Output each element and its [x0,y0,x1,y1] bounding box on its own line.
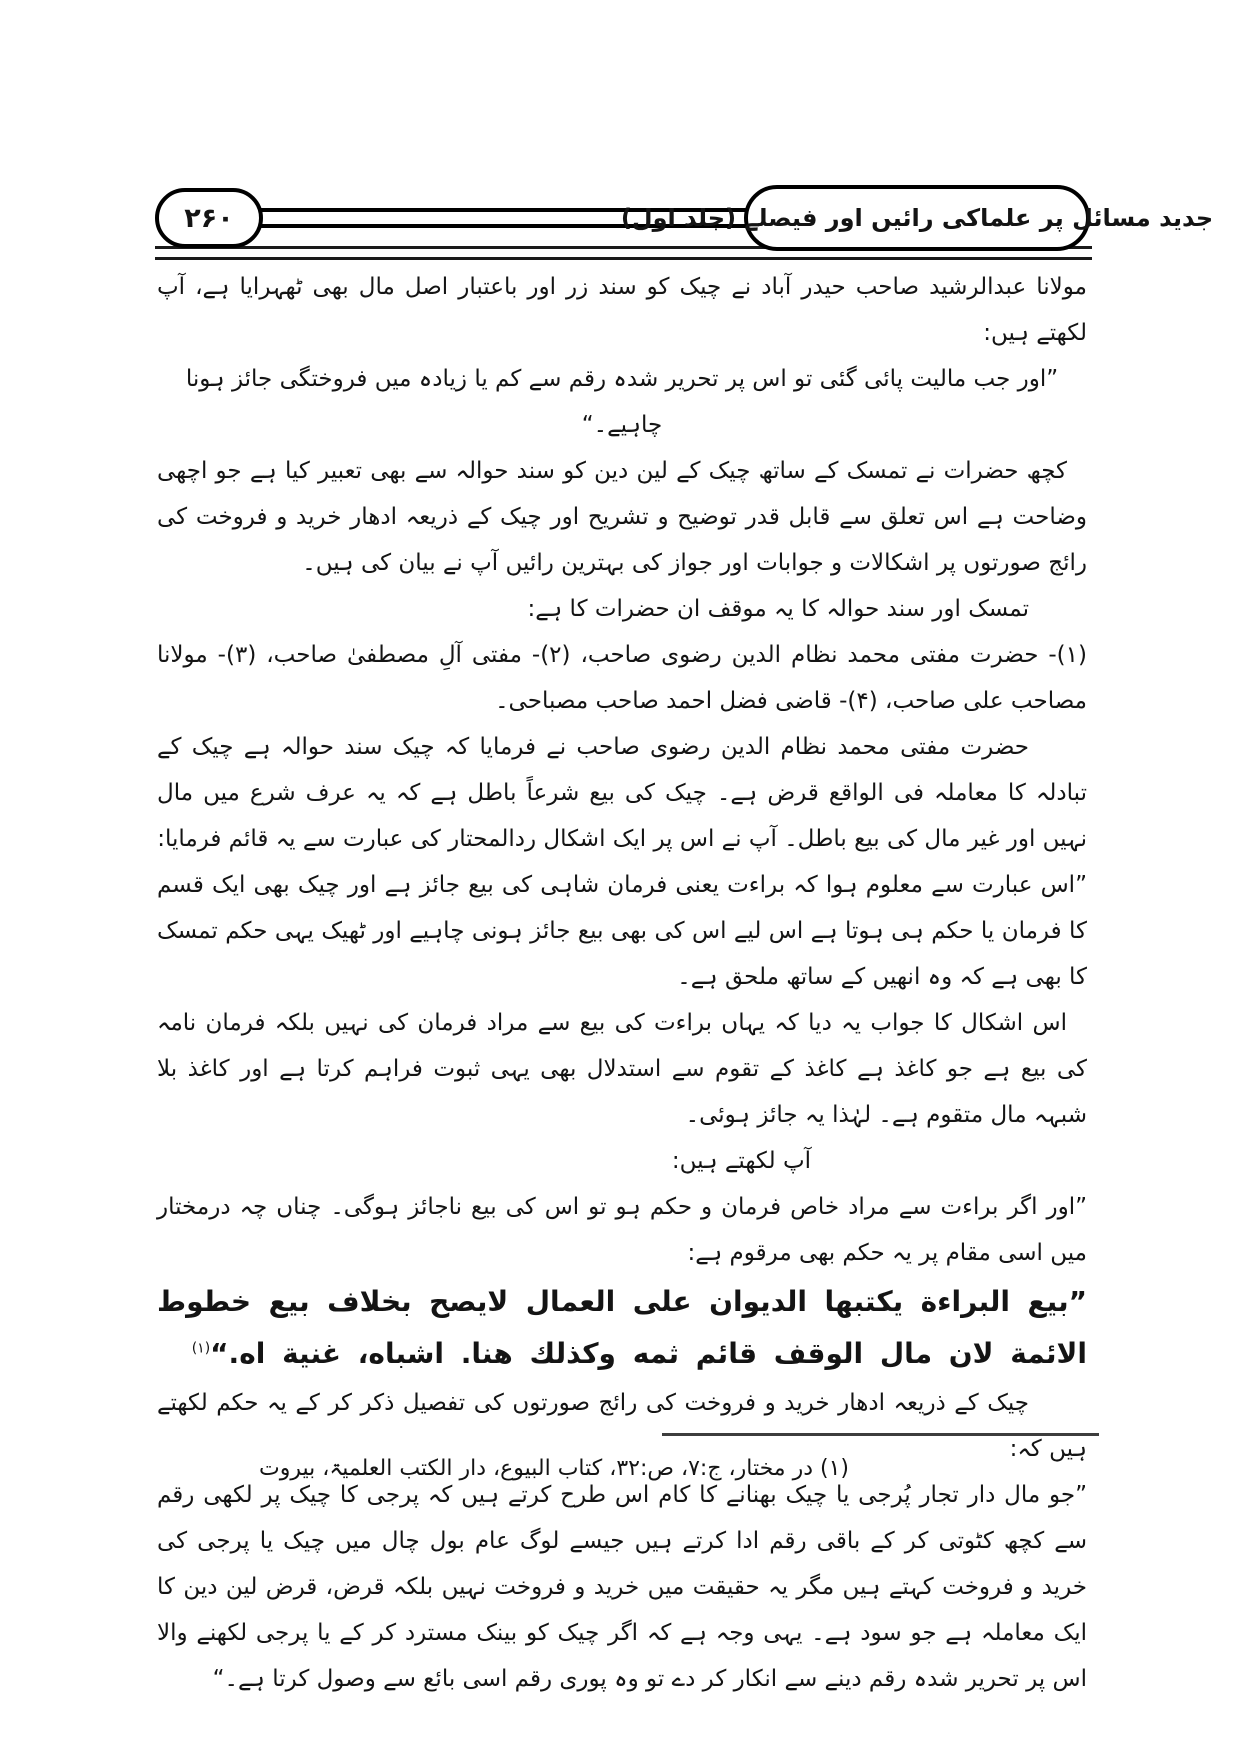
paragraph-mufti-nizamuddin: حضرت مفتی محمد نظام الدین رضوی صاحب نے فرمایا کہ چیک سند حوالہ ہے چیک کے تبادلہ کا معاملہ فی الواقع قرض ہے۔ چیک کی بیع شرعاً باطل ہے کہ یہ عرف شرع میں مال نہیں اور غیر مال کی بیع باطل۔ آپ نے اس پر ایک اشکال ردالمحتار کی عبارت سے یہ قائم فرمایا: [157,734,1087,852]
footnote-citation: (۱) در مختار، ج:۷، ص:۳۲، کتاب البیوع، دار الکتب العلمیۃ، بیروت [259,1456,849,1481]
paragraph-cheque-tafseel: چیک کے ذریعہ ادھار خرید و فروخت کی رائج صورتوں کی تفصیل ذکر کر کے یہ حکم لکھتے ہیں کہ: [157,1390,1087,1462]
book-title: جدید مسائل پر علماکی رائیں اور فیصلے (جلد اول) [620,204,1214,232]
paragraph-tamassuk: کچھ حضرات نے تمسک کے ساتھ چیک کے لین دین کو سند حوالہ سے بھی تعبیر کیا ہے جو اچھی وضاحت ہے اس تعلق سے قابل قدر توضیح و تشریح اور چیک کے ذریعہ ادھار خرید و فروخت کی رائج صورتوں پر اشکالات و جوابات اور جواز کی بہترین رائیں آپ نے بیان کی ہیں۔ [157,458,1087,576]
body-text [157,264,1087,1702]
paragraph-mauqif: تمسک اور سند حوالہ کا یہ موقف ان حضرات کا ہے: [527,596,1029,622]
paragraph-intro: مولانا عبدالرشید صاحب حیدر آباد نے چیک کو سند زر اور باعتبار اصل مال بھی ٹھہرایا ہے، آپ لکھتے ہیں: [157,274,1087,346]
book-title-cartouche [620,185,1214,251]
quote-ibarat: ”اس عبارت سے معلوم ہوا کہ براءت یعنی فرمان شاہی کی بیع جائز ہے اور چیک بھی ایک قسم کا فرمان یا حکم ہی ہوتا ہے اس لیے اس کی بھی بیع جائز ہونی چاہیے اور ٹھیک یہی حکم تمسک کا بھی ہے کہ وہ انھیں کے ساتھ ملحق ہے۔ [157,872,1087,990]
page-number: ۲۶۰ [184,202,234,234]
page-number-badge [155,188,263,248]
list-scholars: (۱)- حضرت مفتی محمد نظام الدین رضوی صاحب، (۲)- مفتی آلِ مصطفیٰ صاحب، (۳)- مولانا مصاحب علی صاحب، (۴)- قاضی فضل احمد صاحب مصباحی۔ [157,642,1087,714]
quote-baraat: ”اور اگر براءت سے مراد خاص فرمان و حکم ہو تو اس کی بیع ناجائز ہوگی۔ چناں چہ درمختار میں اسی مقام پر یہ حکم بھی مرقوم ہے: [157,1194,1087,1266]
footnote-area [157,1433,1087,1486]
footnote-rule [662,1433,1099,1436]
paragraph-ishkal-jawab: اس اشکال کا جواب یہ دیا کہ یہاں براءت کی بیع سے مراد فرمان کی نہیں بلکہ فرمان نامہ کی بیع ہے جو کاغذ ہے کاغذ کے تقوم سے استدلال بھی یہی ثبوت فراہم کرتا ہے اور کاغذ بلا شبہہ مال متقوم ہے۔ لہٰذا یہ جائز ہوئی۔ [157,1010,1087,1128]
page-header [155,185,1214,251]
paragraph-aap-likhte: آپ لکھتے ہیں: [671,1148,811,1174]
quote-maldar-tujjar: ”جو مال دار تجار پُرجی یا چیک بھنانے کا کام اس طرح کرتے ہیں کہ پرجی کا چیک پر لکھی رقم سے کچھ کٹوتی کر کے باقی رقم ادا کرتے ہیں جیسے لوگ عام بول چال میں چیک یا پرجی کی خرید و فروخت کہتے ہیں مگر یہ حقیقت میں خرید و فروخت نہیں بلکہ قرض، قرض لین دین کا ایک معاملہ ہے جو سود ہے۔ یہی وجہ ہے کہ اگر چیک کو بینک مسترد کر کے یا پرجی لکھنے والا اس پر تحریر شدہ رقم دینے سے انکار کر دے تو وہ پوری رقم اسی بائع سے وصول کرتا ہے۔“ [157,1482,1087,1692]
arabic-quote [157,1276,1087,1380]
footnote-marker: (۱) [191,1340,211,1357]
quote-maliyat: ”اور جب مالیت پائی گئی تو اس پر تحریر شدہ رقم سے کم یا زیادہ میں فروختگی جائز ہونا چاہیے۔“ [185,366,1059,438]
arabic-quote-text: ”بيع البراءة يكتبها الديوان على العمال لايصح بخلاف بيع خطوط الائمة لان مال الوقف قائم ثمه وكذلك هنا. اشباه، غنية اه.“ [157,1285,1087,1370]
